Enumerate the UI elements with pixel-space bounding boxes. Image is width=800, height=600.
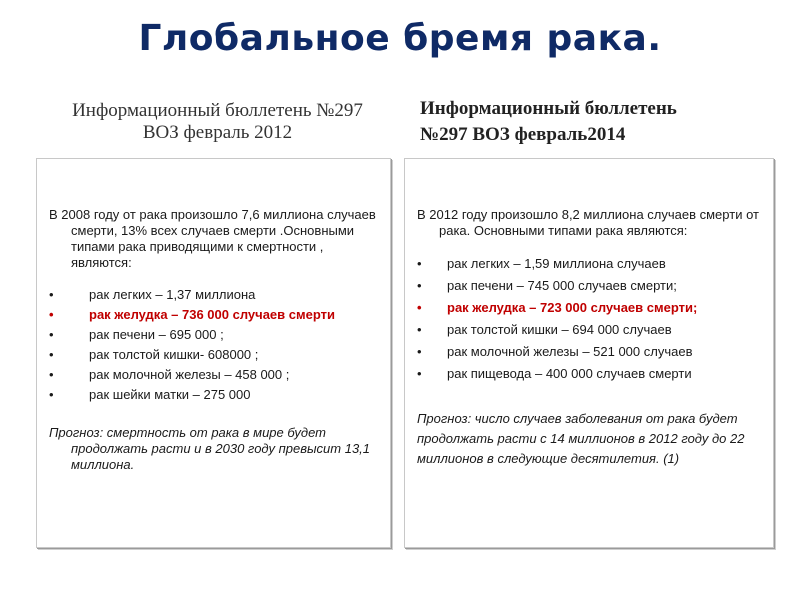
left-forecast: Прогноз: смертность от рака в мире будет продолжать расти и в 2030 году превысит 13,1 миллиона. <box>49 425 371 472</box>
left-intro: В 2008 году от рака произошло 7,6 миллиона случаев смерти, 13% всех случаев смерти .Основными типами рака приводящими к смертности , являются: <box>49 207 376 270</box>
bullet-icon: • <box>49 367 54 382</box>
list-item <box>49 345 384 365</box>
bullet-icon: • <box>49 347 54 362</box>
list-item-text: рак легких – 1,59 миллиона случаев <box>447 256 666 271</box>
bullet-icon: • <box>417 344 422 359</box>
list-item <box>417 341 763 363</box>
list-item-text: рак толстой кишки – 694 000 случаев <box>447 322 672 337</box>
list-item-text: рак молочной железы – 521 000 случаев <box>447 344 693 359</box>
bullet-icon: • <box>49 287 54 302</box>
bullet-icon: • <box>417 278 422 293</box>
bullet-icon: • <box>417 300 422 315</box>
bullet-icon: • <box>417 256 422 271</box>
list-item <box>417 253 763 275</box>
right-header-line2: №297 ВОЗ февраль2014 <box>420 124 626 145</box>
left-header-line2: ВОЗ февраль 2012 <box>142 122 293 143</box>
list-item <box>49 285 384 305</box>
bullet-icon: • <box>49 387 54 402</box>
bullet-icon: • <box>417 366 422 381</box>
list-item <box>417 275 763 297</box>
right-cancer-list <box>417 253 763 385</box>
list-item-text: рак шейки матки – 275 000 <box>89 387 251 402</box>
left-header-line1: Информационный бюллетень №297 <box>72 100 363 121</box>
list-item-text: рак печени – 695 000 ; <box>89 327 224 342</box>
page-title: Глобальное бремя рака. <box>138 18 662 59</box>
list-item <box>49 305 384 325</box>
bullet-icon: • <box>49 327 54 342</box>
list-item <box>417 363 763 385</box>
list-item-text: рак легких – 1,37 миллиона <box>89 287 256 302</box>
list-item-text: рак пищевода – 400 000 случаев смерти <box>447 366 692 381</box>
right-column-header <box>420 96 780 148</box>
left-bulletin-box <box>36 158 391 548</box>
right-bulletin-box <box>404 158 774 548</box>
list-item-text-highlight: рак желудка – 723 000 случаев смерти; <box>447 300 698 315</box>
bullet-icon: • <box>417 322 422 337</box>
list-item <box>417 297 763 319</box>
list-item-text: рак толстой кишки- 608000 ; <box>89 347 259 362</box>
list-item-text: рак печени – 745 000 случаев смерти; <box>447 278 677 293</box>
list-item-text-highlight: рак желудка – 736 000 случаев смерти <box>89 307 335 322</box>
right-intro: В 2012 году произошло 8,2 миллиона случаев смерти от рака. Основными типами рака являются: <box>417 207 759 238</box>
list-item <box>49 325 384 345</box>
list-item-text: рак молочной железы – 458 000 ; <box>89 367 290 382</box>
left-column-header <box>40 100 395 144</box>
bullet-icon: • <box>49 307 54 322</box>
list-item <box>49 365 384 385</box>
right-forecast: Прогноз: число случаев заболевания от рака будет продолжать расти с 14 миллионов в 2012 году до 22 миллионов в следующие десятилетия. (1) <box>417 411 745 466</box>
list-item <box>417 319 763 341</box>
right-header-line1: Информационный бюллетень <box>420 98 677 119</box>
left-cancer-list <box>49 285 384 405</box>
list-item <box>49 385 384 405</box>
